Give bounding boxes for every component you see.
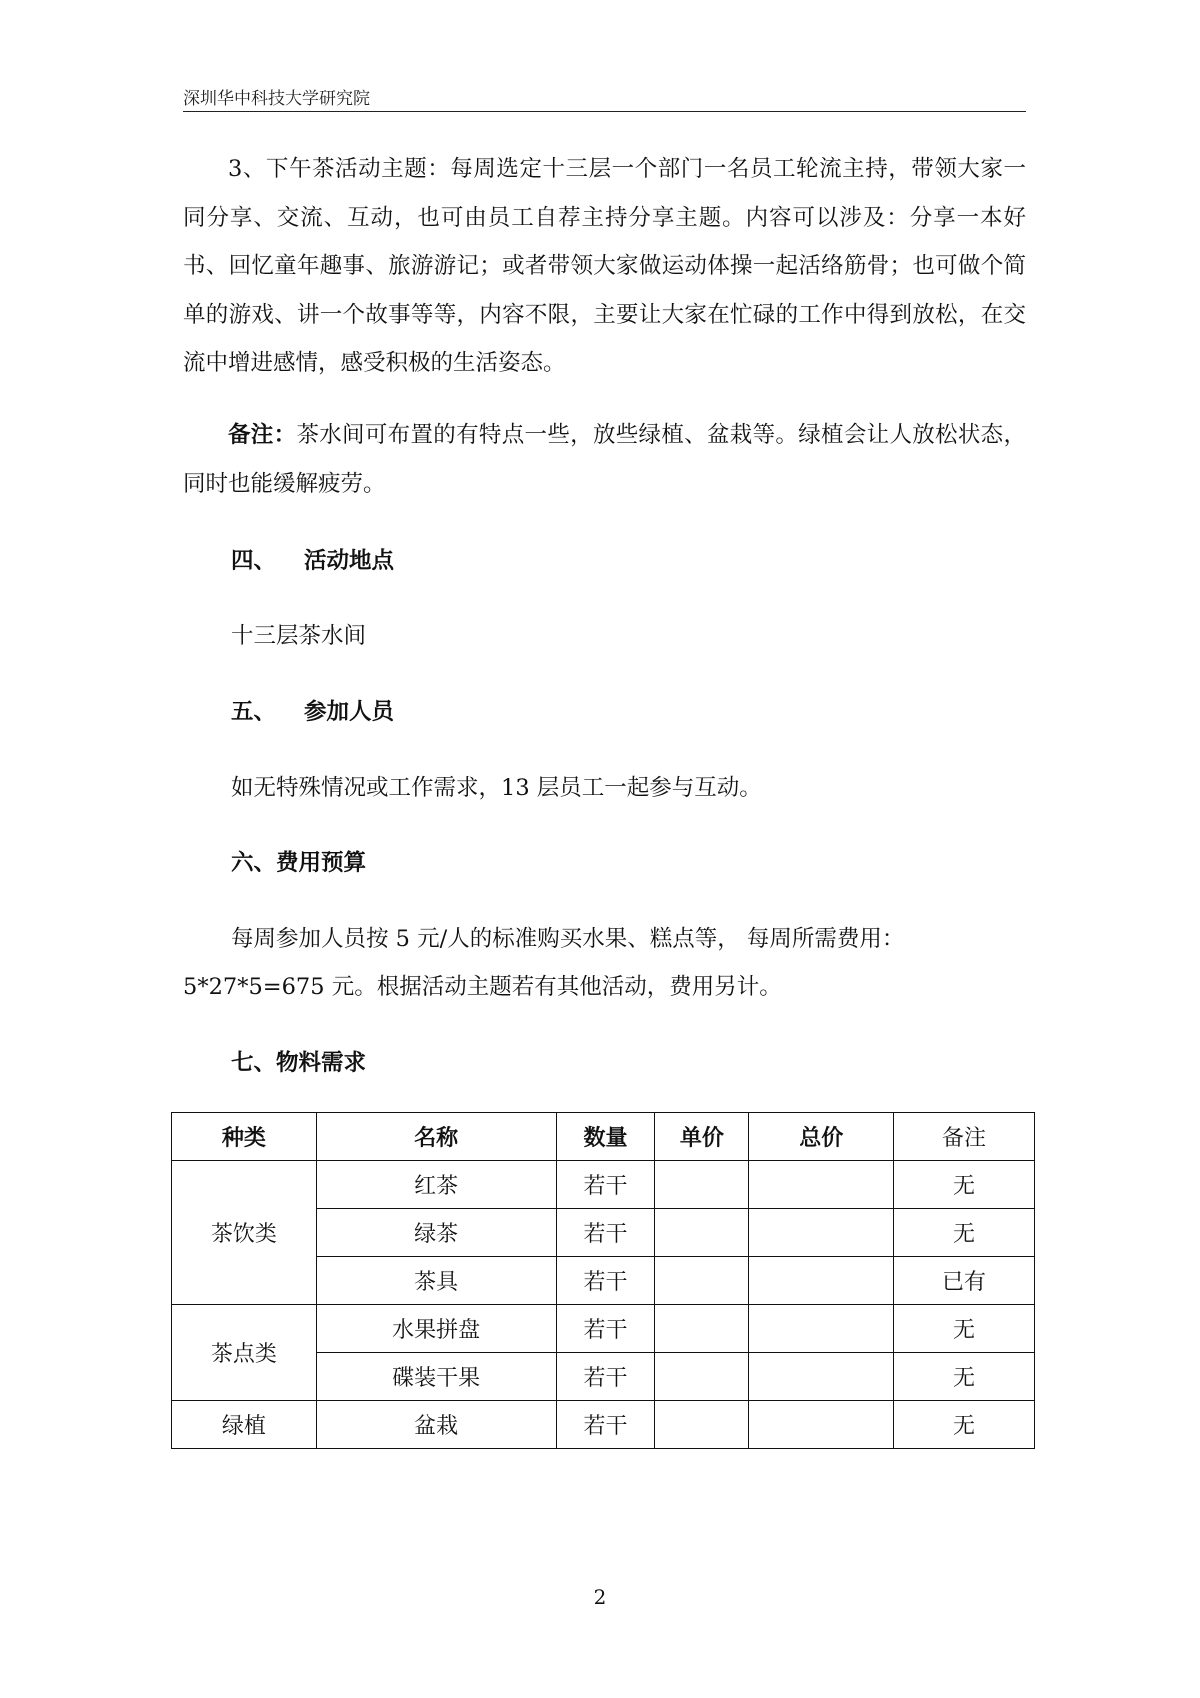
page-number: 2 — [593, 1585, 607, 1609]
item-name: 水果拼盘 — [316, 1305, 556, 1353]
item-remark: 无 — [894, 1401, 1035, 1449]
header-divider — [183, 111, 1026, 112]
section-6-line-1: 每周参加人员按 5 元/人的标准购买水果、糕点等， 每周所需费用： — [231, 926, 905, 952]
item-total — [749, 1353, 894, 1401]
item-total — [749, 1257, 894, 1305]
item-remark: 无 — [894, 1161, 1035, 1209]
materials-table — [171, 1112, 1035, 1449]
item-unit-price — [655, 1209, 749, 1257]
item-remark: 已有 — [894, 1257, 1035, 1305]
item-quantity: 若干 — [556, 1353, 655, 1401]
item-quantity: 若干 — [556, 1257, 655, 1305]
item-total — [749, 1161, 894, 1209]
section-5-heading — [231, 697, 394, 727]
section-3-paragraph: 3、下午茶活动主题：每周选定十三层一个部门一名员工轮流主持，带领大家一同分享、交流、互动，也可由员工自荐主持分享主题。内容可以涉及：分享一本好书、回忆童年趣事、旅游游记；或者带领大家做运动体操一起活络筋骨；也可做个简单的游戏、讲一个故事等等，内容不限，主要让大家在忙碌的工作中得到放松，在交流中增进感情，感受积极的生活姿态。 — [183, 156, 1026, 376]
item-name: 茶具 — [316, 1257, 556, 1305]
item-remark: 无 — [894, 1305, 1035, 1353]
section-4-number: 四、 — [231, 548, 277, 574]
item-unit-price — [655, 1353, 749, 1401]
item-quantity: 若干 — [556, 1209, 655, 1257]
section-4-title: 活动地点 — [304, 548, 395, 574]
section-4-heading — [231, 546, 394, 576]
item-unit-price — [655, 1401, 749, 1449]
item-name: 红茶 — [316, 1161, 556, 1209]
item-total — [749, 1305, 894, 1353]
item-quantity: 若干 — [556, 1161, 655, 1209]
section-5-body: 如无特殊情况或工作需求，13 层员工一起参与互动。 — [231, 775, 762, 801]
note-label: 备注： — [228, 422, 297, 448]
section-5-title: 参加人员 — [304, 699, 395, 725]
category-cell: 绿植 — [172, 1401, 317, 1449]
item-quantity: 若干 — [556, 1305, 655, 1353]
category-cell: 茶饮类 — [172, 1161, 317, 1305]
note-text: 茶水间可布置的有特点一些，放些绿植、盆栽等。绿植会让人放松状态，同时也能缓解疲劳。 — [183, 422, 1026, 497]
header-remark: 备注 — [894, 1113, 1035, 1161]
section-6-line-2: 5*27*5=675 元。根据活动主题若有其他活动，费用另计。 — [183, 974, 782, 1000]
note-paragraph — [183, 411, 1026, 508]
page-header-title: 深圳华中科技大学研究院 — [183, 89, 370, 109]
section-6-heading: 六、费用预算 — [231, 850, 367, 876]
table-row — [172, 1305, 1035, 1353]
item-unit-price — [655, 1305, 749, 1353]
section-4-body: 十三层茶水间 — [231, 623, 367, 649]
header-category: 种类 — [172, 1113, 317, 1161]
item-total — [749, 1209, 894, 1257]
header-name: 名称 — [316, 1113, 556, 1161]
header-unit-price: 单价 — [655, 1113, 749, 1161]
item-name: 绿茶 — [316, 1209, 556, 1257]
item-name: 盆栽 — [316, 1401, 556, 1449]
item-unit-price — [655, 1161, 749, 1209]
item-name: 碟装干果 — [316, 1353, 556, 1401]
item-total — [749, 1401, 894, 1449]
header-quantity: 数量 — [556, 1113, 655, 1161]
section-5-number: 五、 — [231, 699, 277, 725]
category-cell: 茶点类 — [172, 1305, 317, 1401]
table-row — [172, 1401, 1035, 1449]
header-total-price: 总价 — [749, 1113, 894, 1161]
table-header-row — [172, 1113, 1035, 1161]
section-7-heading: 七、物料需求 — [231, 1050, 367, 1076]
item-quantity: 若干 — [556, 1401, 655, 1449]
table-row — [172, 1161, 1035, 1209]
item-remark: 无 — [894, 1209, 1035, 1257]
item-unit-price — [655, 1257, 749, 1305]
item-remark: 无 — [894, 1353, 1035, 1401]
